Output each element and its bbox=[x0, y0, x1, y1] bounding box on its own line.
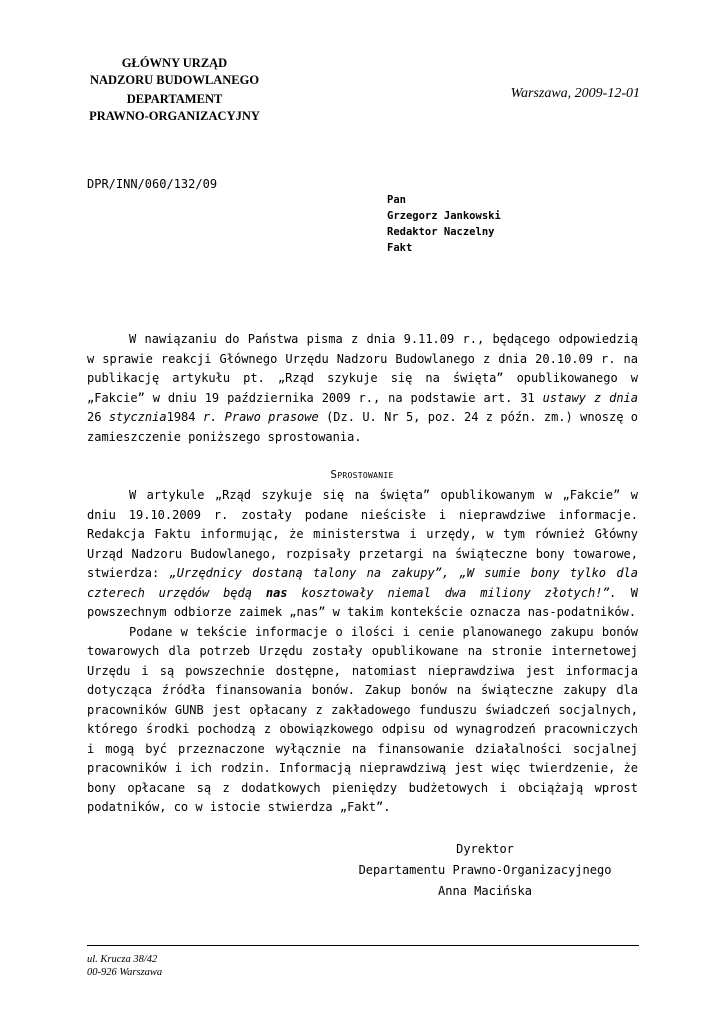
correction-quote: kosztowały niemal dwa miliony złotych!”. bbox=[287, 585, 617, 600]
intro-text: 1984 bbox=[166, 410, 203, 424]
correction-paragraph-2: Podane w tekście informacje o ilości i cenie planowanego zakupu bonów towarowych dla potrzeb Urzędu zostały opublikowane na stronie internetowej Urzędu i są powszechnie dostępne, natomiast nieprawdziwa jest informacja dotycząca źródła finansowania bonów. Zakup bonów na świąteczne zakupy dla pracowników GUNB jest opłacany z zakładowego funduszu świadczeń socjalnych, którego środki pochodzą z obowiązkowego odpisu od wynagrodzeń pracowniczych i mogą być przeznaczone wyłącznie na finansowanie działalności socjalnej pracowników i ich rodzin. Informacją nieprawdziwą jest więc twierdzenie, że bony opłacane są z dodatkowych pieniędzy budżetowych i obciążają wprost podatników, co w istocie stwierdza „Fakt”. bbox=[87, 624, 638, 814]
org-name-line2: NADZORU BUDOWLANEGO bbox=[89, 73, 260, 87]
footer-divider bbox=[87, 945, 639, 946]
intro-text-italic: r. Prawo prasowe bbox=[202, 410, 319, 424]
correction-text: W powszechnym odbiorze zaimek „nas” w takim kontekście oznacza nas-podatników. bbox=[87, 585, 638, 619]
addressee-block bbox=[387, 192, 501, 256]
addressee-publication: Fakt bbox=[387, 242, 413, 254]
footer-address bbox=[87, 953, 162, 979]
intro-text: W nawiązaniu do Państwa pisma z dnia 9.11.09 r., będącego odpowiedzią w sprawie reakcji Głównego Urzędu Nadzoru Budowlanego z dnia 20.10.09 r. na publikację artykułu pt. „Rząd szykuje się na święta” opublikowanego w „Fakcie” w dniu 19 października 2009 r., na podstawie art. 31 bbox=[87, 332, 638, 405]
footer-street: ul. Krucza 38/42 bbox=[87, 954, 158, 965]
section-title: Sprostowanie bbox=[330, 468, 394, 481]
letter-date: Warszawa, 2009-12-01 bbox=[510, 86, 640, 101]
addressee-position: Redaktor Naczelny bbox=[387, 226, 495, 238]
addressee-salutation: Pan bbox=[387, 194, 406, 206]
signatory-department: Departamentu Prawno-Organizacyjnego bbox=[358, 863, 612, 877]
signatory-name: Anna Macińska bbox=[438, 884, 532, 898]
intro-text-italic: stycznia bbox=[108, 410, 167, 424]
intro-text: (Dz. U. Nr 5, poz. 24 z późn. zm.) wnoszę o zamieszczenie poniższego sprostowania. bbox=[87, 410, 639, 444]
intro-text-italic: ustawy z dnia bbox=[542, 390, 638, 405]
addressee-name: Grzegorz Jankowski bbox=[387, 210, 501, 222]
org-name-line1: GŁÓWNY URZĄD bbox=[121, 56, 228, 70]
signature-block bbox=[330, 839, 640, 902]
intro-paragraph bbox=[87, 330, 638, 447]
correction-emphasis: nas bbox=[265, 585, 288, 600]
footer-city: 00-926 Warszawa bbox=[87, 967, 163, 978]
correction-body bbox=[87, 486, 638, 818]
signatory-title: Dyrektor bbox=[456, 842, 514, 856]
department-line1: DEPARTAMENT bbox=[126, 92, 223, 106]
intro-text: 26 bbox=[87, 410, 109, 424]
intro-paragraph-block bbox=[87, 330, 638, 447]
letterhead-organization bbox=[82, 55, 267, 125]
correction-paragraph-1 bbox=[87, 486, 638, 623]
reference-number: DPR/INN/060/132/09 bbox=[87, 177, 218, 191]
department-line2: PRAWNO-ORGANIZACYJNY bbox=[89, 109, 260, 123]
correction-quote: „Urzędnicy dostaną talony na zakupy”, „W sumie bony tylko dla czterech urzędów będą bbox=[87, 566, 638, 600]
correction-text: W artykule „Rząd szykuje się na święta” opublikowanym w „Fakcie” w dniu 19.10.2009 r. zostały podane nieścisłe i nieprawdziwe informacje. Redakcja Faktu informując, że ministerstwa i urzędy, w tym również Główny Urząd Nadzoru Budowlanego, rozpisały przetargi na świąteczne bony towarowe, stwierdza: bbox=[87, 488, 638, 580]
